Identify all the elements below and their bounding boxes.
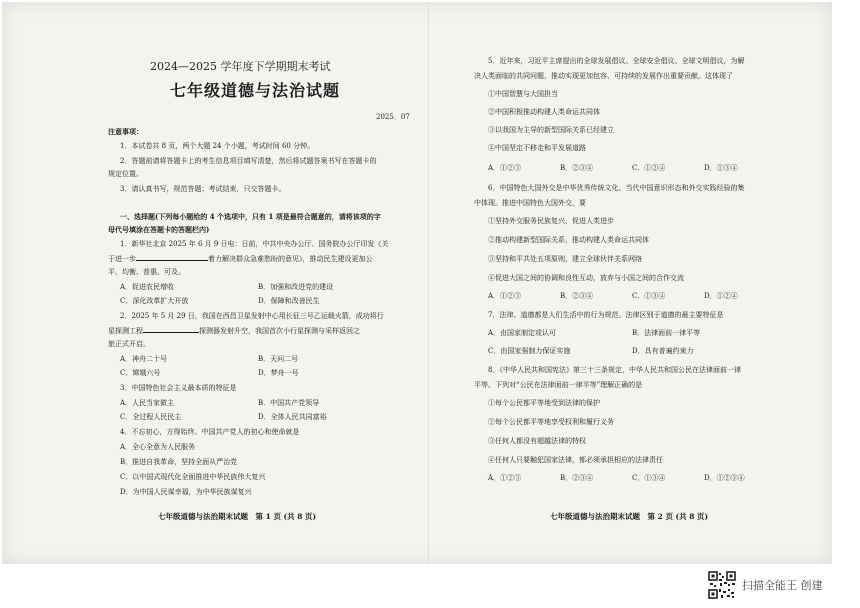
notice-item: 规定位置。 bbox=[108, 170, 143, 178]
question-1: 1．新华社北京 2025 年 6 月 9 日电：日前，中共中央办公厅、国务院办公厅印发《关 bbox=[120, 240, 389, 248]
option: B．中国共产党领导 bbox=[258, 399, 320, 407]
question-1: 于进一步 着力解决群众急难愁盼的意见》，推动民生建设更加公 bbox=[108, 255, 373, 263]
question-2: 星探测工程 探测器发射升空，我国首次小行星探测与采样返回之 bbox=[108, 327, 360, 335]
page-fold bbox=[428, 2, 429, 564]
question-6: 6．中国特色大国外交是中华优秀传统文化、当代中国意识形态和外交实践经验的集 bbox=[488, 184, 745, 192]
statement: ③以我国为主导的新型国际关系已经建立 bbox=[488, 126, 614, 134]
option: C．深化改革扩大开放 bbox=[120, 297, 189, 305]
statement: ④中国坚定不移走和平发展道路 bbox=[488, 144, 586, 152]
notice-item: 2．答题前请将答题卡上的考生信息项目填写清楚，然后将试题答案书写在答题卡的 bbox=[120, 157, 377, 165]
question-5: 决人类面临的共同问题，推动实现更加包容、可持续的发展作出重要贡献。这体现了 bbox=[474, 72, 733, 80]
statement: ④促进大国之间的协调和良性互动，放弃与小国之间的合作交流 bbox=[488, 274, 684, 282]
question-4: 4．不忘初心，方得始终。中国共产党人的初心和使命就是 bbox=[120, 428, 300, 436]
option: B．②③④ bbox=[560, 474, 594, 482]
option: B．推进自我革命，坚持全面从严治党 bbox=[120, 458, 238, 466]
statement: ①中国智慧与大国担当 bbox=[488, 90, 558, 98]
option: D．梦舟一号 bbox=[258, 369, 299, 377]
option: D．具有普遍约束力 bbox=[632, 347, 694, 355]
option: C．①③④ bbox=[632, 292, 666, 300]
statement: ②中国积极推动构建人类命运共同体 bbox=[488, 108, 600, 116]
option: D．全体人民共同富裕 bbox=[258, 413, 327, 421]
option: D．①②③④ bbox=[704, 474, 745, 482]
option: B．天问二号 bbox=[258, 355, 299, 363]
option: B．②③④ bbox=[560, 292, 594, 300]
option: B．加强和改进党的建设 bbox=[258, 283, 334, 291]
statement: ②每个公民都平等地享受权利和履行义务 bbox=[488, 418, 614, 426]
option: C．①③④ bbox=[632, 474, 666, 482]
option: D．保障和改善民生 bbox=[258, 297, 320, 305]
option: D．为中国人民谋幸福，为中华民族谋复兴 bbox=[120, 488, 252, 496]
scanner-watermark bbox=[708, 570, 823, 600]
question-8: 8．《中华人民共和国宪法》第三十三条规定，中华人民共和国公民在法律面前一律 bbox=[488, 366, 741, 374]
option: A．由国家制定或认可 bbox=[488, 329, 557, 337]
notice-heading: 注意事项： bbox=[108, 127, 143, 136]
option: C．以中国式现代化全面推进中华民族伟大复兴 bbox=[120, 473, 266, 481]
option: B．法律面前一律平等 bbox=[632, 329, 701, 337]
option: D．①②④ bbox=[704, 292, 738, 300]
option: A．①②③ bbox=[488, 474, 522, 482]
question-2: 旅正式开启。 bbox=[108, 340, 150, 348]
subject-title: 七年级道德与法治试题 bbox=[170, 81, 341, 100]
option: A．促进农民增收 bbox=[120, 283, 175, 291]
option: D．①③④ bbox=[704, 164, 738, 172]
answer-blank bbox=[143, 326, 199, 333]
scanner-label: 扫描全能王 创建 bbox=[742, 579, 823, 592]
answer-blank bbox=[136, 254, 208, 261]
question-3: 3．中国特色社会主义最本质的特征是 bbox=[120, 384, 237, 392]
exam-date: 2025．07 bbox=[376, 113, 410, 121]
option: A．①②③ bbox=[488, 292, 522, 300]
question-6: 中体现。推进中国特色大国外交，要 bbox=[474, 199, 586, 207]
question-1: 平、均衡、普惠、可及。 bbox=[108, 268, 185, 276]
statement: ③任何人都没有超越法律的特权 bbox=[488, 437, 586, 445]
question-5: 5．近年来，习近平主席提出的全球发展倡议、全球安全倡议、全球文明倡议，为解 bbox=[488, 57, 745, 65]
option: A．全心全意为人民服务 bbox=[120, 443, 196, 451]
notice-item: 3．请认真书写，规范答题；考试结束，只交答题卡。 bbox=[120, 185, 286, 193]
notice-item: 1．本试卷共 8 页，两个大题 24 个小题，考试时间 60 分钟。 bbox=[120, 142, 315, 150]
option: C．嫦娥六号 bbox=[120, 369, 161, 377]
option: B．②③④ bbox=[560, 164, 594, 172]
page-footer: 七年级道德与法治期末试题 第 1 页 (共 8 页) bbox=[158, 512, 317, 521]
option: A．人民当家做主 bbox=[120, 399, 175, 407]
option: A．①②③ bbox=[488, 164, 522, 172]
statement: ②推动构建新型国际关系，推动构建人类命运共同体 bbox=[488, 236, 649, 244]
exam-title: 2024—2025 学年度下学期期末考试 bbox=[150, 60, 331, 73]
section-heading: 一、选择题(下列每小题给的 4 个选项中，只有 1 项是最符合题意的，请将该项的字 bbox=[120, 212, 381, 221]
page-footer: 七年级道德与法治期末试题 第 2 页 (共 8 页) bbox=[550, 512, 709, 521]
statement: ③坚持和平共处五项原则，建立全球伙伴关系网络 bbox=[488, 255, 642, 263]
statement: ④任何人只要触犯国家法律，都必须承担相应的法律责任 bbox=[488, 456, 663, 464]
question-7: 7．法律、道德都是人们生活中的行为规范。法律区别于道德的最主要特征是 bbox=[488, 311, 724, 319]
statement: ①坚持外交服务民族复兴，促进人类进步 bbox=[488, 217, 614, 225]
option: C．①②④ bbox=[632, 164, 666, 172]
option: C．全过程人民民主 bbox=[120, 413, 182, 421]
question-8: 平等。下列对“公民在法律面前一律平等”理解正确的是 bbox=[474, 381, 643, 389]
option: A．神舟二十号 bbox=[120, 355, 168, 363]
section-heading: 母代号填涂在答题卡的答题栏内) bbox=[108, 225, 210, 234]
option: C．由国家强制力保证实施 bbox=[488, 347, 571, 355]
qr-code-icon bbox=[708, 571, 736, 599]
statement: ①每个公民都平等地受到法律的保护 bbox=[488, 399, 600, 407]
question-2: 2．2025 年 5 月 29 日，我国在西昌卫星发射中心用长征三号乙运载火箭，成功将行 bbox=[120, 312, 384, 320]
